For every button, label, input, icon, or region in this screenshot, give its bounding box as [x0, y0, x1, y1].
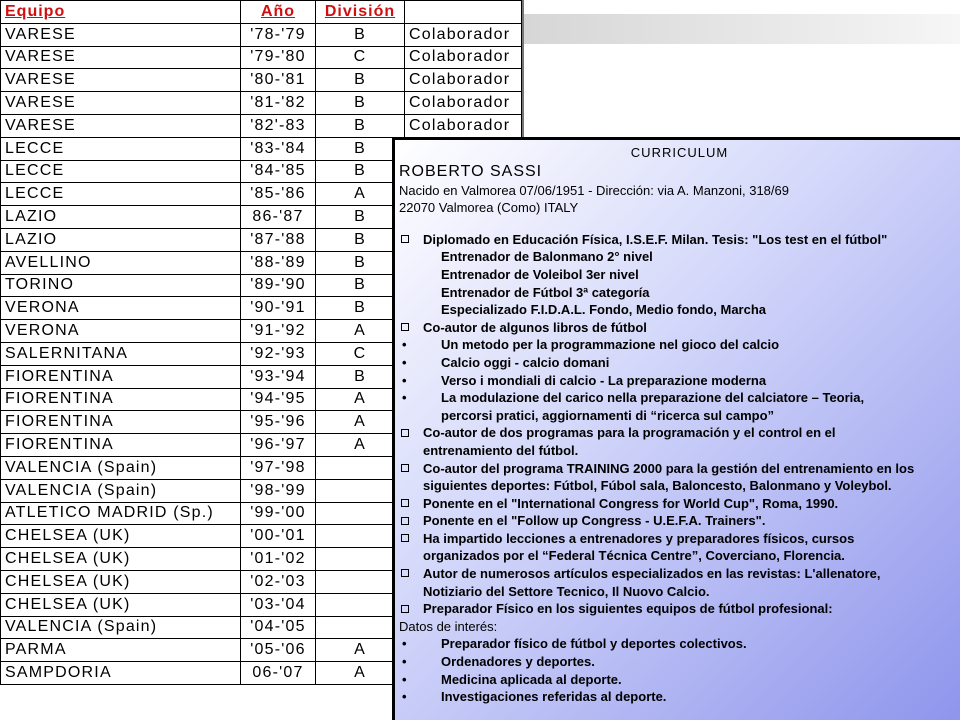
cell-year: '96-'97	[241, 434, 316, 457]
cv-line	[399, 512, 960, 530]
cell-year: '83-'84	[241, 137, 316, 160]
cv-line-text: Entrenador de Fútbol 3ª categoría	[441, 284, 650, 300]
cell-year: '92-'93	[241, 342, 316, 365]
title-bar-decoration	[522, 14, 960, 44]
cv-line	[399, 495, 960, 513]
cell-year: '02-'03	[241, 570, 316, 593]
cell-team: VALENCIA (Spain)	[1, 479, 241, 502]
cell-team: LECCE	[1, 183, 241, 206]
square-bullet-icon	[401, 424, 409, 442]
cell-year: '88-'89	[241, 251, 316, 274]
cv-line	[399, 336, 960, 354]
cell-division: B	[316, 297, 405, 320]
cv-spacer	[399, 217, 960, 231]
cell-division: B	[316, 92, 405, 115]
header-year: Año	[241, 1, 316, 24]
cv-line-text: percorsi pratici, aggiornamenti di “ricerca sul campo”	[441, 407, 775, 423]
cv-birth-address: Nacido en Valmorea 07/06/1951 - Dirección: via A. Manzoni, 318/69	[399, 182, 789, 198]
table-row	[1, 23, 522, 46]
cell-year: 86-'87	[241, 206, 316, 229]
cell-role: Colaborador	[405, 114, 522, 137]
cv-line	[399, 565, 960, 583]
cv-line-text: Autor de numerosos artículos especializados en las revistas: L'allenatore,	[423, 566, 881, 582]
cell-team: VERONA	[1, 320, 241, 343]
cv-line-text: Especializado F.I.D.A.L. Fondo, Medio fondo, Marcha	[441, 302, 767, 318]
round-bullet-icon: •	[402, 671, 407, 687]
cell-team: LECCE	[1, 160, 241, 183]
table-header-row	[1, 1, 522, 24]
cell-team: TORINO	[1, 274, 241, 297]
cell-division: B	[316, 114, 405, 137]
square-bullet-icon	[401, 319, 409, 337]
cell-division: B	[316, 206, 405, 229]
cv-line	[399, 442, 960, 460]
cell-year: '89-'90	[241, 274, 316, 297]
cell-division: B	[316, 160, 405, 183]
cv-line-text: Preparador Físico en los siguientes equipos de fútbol profesional:	[423, 601, 833, 617]
square-bullet-icon	[401, 231, 409, 249]
cell-year: '99-'00	[241, 502, 316, 525]
cell-division: A	[316, 662, 405, 685]
cv-line	[399, 424, 960, 442]
cell-team: VARESE	[1, 114, 241, 137]
cell-team: CHELSEA (UK)	[1, 525, 241, 548]
cell-division: A	[316, 434, 405, 457]
round-bullet-icon: •	[402, 337, 407, 353]
cell-team: SAMPDORIA	[1, 662, 241, 685]
cv-line	[399, 688, 960, 706]
cell-team: LAZIO	[1, 228, 241, 251]
cell-team: VARESE	[1, 46, 241, 69]
header-team: Equipo	[1, 1, 241, 24]
cv-city: 22070 Valmorea (Como) ITALY	[399, 200, 579, 216]
cell-team: LAZIO	[1, 206, 241, 229]
table-row	[1, 69, 522, 92]
cv-line-text: Preparador físico de fútbol y deportes colectivos.	[441, 636, 747, 652]
curriculum-panel	[392, 137, 960, 720]
cell-year: '93-'94	[241, 365, 316, 388]
round-bullet-icon: •	[402, 354, 407, 370]
cell-role: Colaborador	[405, 23, 522, 46]
cell-team: VALENCIA (Spain)	[1, 456, 241, 479]
table-row	[1, 92, 522, 115]
cell-role: Colaborador	[405, 46, 522, 69]
cell-team: FIORENTINA	[1, 388, 241, 411]
cell-year: '78-'79	[241, 23, 316, 46]
cv-line-text: Verso i mondiali di calcio - La preparazione moderna	[441, 372, 767, 388]
cell-year: '81-'82	[241, 92, 316, 115]
cell-year: '87-'88	[241, 228, 316, 251]
cv-line	[399, 231, 960, 249]
cell-year: '94-'95	[241, 388, 316, 411]
cv-line	[399, 407, 960, 425]
cv-line-text: Notiziario del Settore Tecnico, Il Nuovo Calcio.	[423, 583, 710, 599]
cv-line	[399, 389, 960, 407]
cell-division: C	[316, 342, 405, 365]
cv-line-text: Ordenadores y deportes.	[441, 654, 595, 670]
cv-name: ROBERTO SASSI	[399, 162, 543, 180]
cell-year: '82'-83	[241, 114, 316, 137]
round-bullet-icon: •	[402, 654, 407, 670]
cv-line	[399, 583, 960, 601]
cell-year: '00-'01	[241, 525, 316, 548]
cv-line	[399, 372, 960, 390]
cv-line	[399, 635, 960, 653]
cell-division: A	[316, 320, 405, 343]
cell-year: '90-'91	[241, 297, 316, 320]
square-bullet-icon	[401, 512, 409, 530]
cell-year: '01-'02	[241, 548, 316, 571]
cv-line-text: Ha impartido lecciones a entrenadores y preparadores físicos, cursos	[423, 530, 855, 546]
cell-division: B	[316, 69, 405, 92]
cell-division: B	[316, 274, 405, 297]
square-bullet-icon	[401, 565, 409, 583]
cell-year: '04-'05	[241, 616, 316, 639]
cv-line	[399, 530, 960, 548]
cell-year: '91-'92	[241, 320, 316, 343]
cell-year: '85-'86	[241, 183, 316, 206]
cv-line-text: Co-autor de algunos libros de fútbol	[423, 319, 647, 335]
cv-line-text: Medicina aplicada al deporte.	[441, 671, 622, 687]
cell-division: C	[316, 46, 405, 69]
cv-line-text: Calcio oggi - calcio domani	[441, 354, 610, 370]
cv-lines	[399, 231, 960, 706]
cell-year: '03-'04	[241, 593, 316, 616]
round-bullet-icon: •	[402, 636, 407, 652]
cell-year: '79-'80	[241, 46, 316, 69]
cv-line-text: organizados por el “Federal Técnica Centre”, Coverciano, Florencia.	[423, 548, 845, 564]
cv-line-text: Datos de interés:	[399, 618, 498, 634]
cell-role: Colaborador	[405, 92, 522, 115]
cv-line-text: Co-autor del programa TRAINING 2000 para la gestión del entrenamiento en los	[423, 460, 915, 476]
cell-division: B	[316, 23, 405, 46]
cv-line	[399, 600, 960, 618]
cell-year: '95-'96	[241, 411, 316, 434]
cell-team: CHELSEA (UK)	[1, 548, 241, 571]
cv-line	[399, 460, 960, 478]
cell-team: VARESE	[1, 92, 241, 115]
cv-line-text: Diplomado en Educación Física, I.S.E.F. Milan. Tesis: "Los test en el fútbol"	[423, 231, 888, 247]
cv-line	[399, 354, 960, 372]
cell-division: A	[316, 388, 405, 411]
round-bullet-icon: •	[402, 390, 407, 406]
cell-team: VERONA	[1, 297, 241, 320]
cell-team: FIORENTINA	[1, 365, 241, 388]
cv-line	[399, 284, 960, 302]
cell-division: A	[316, 639, 405, 662]
cv-line	[399, 547, 960, 565]
square-bullet-icon	[401, 460, 409, 478]
cell-year: '97-'98	[241, 456, 316, 479]
square-bullet-icon	[401, 495, 409, 513]
cell-team: AVELLINO	[1, 251, 241, 274]
square-bullet-icon	[401, 530, 409, 548]
cell-team: CHELSEA (UK)	[1, 593, 241, 616]
cell-division: B	[316, 137, 405, 160]
cell-team: PARMA	[1, 639, 241, 662]
header-division: División	[316, 1, 405, 24]
cv-line-text: entrenamiento del fútbol.	[423, 442, 579, 458]
square-bullet-icon	[401, 600, 409, 618]
cv-line	[399, 653, 960, 671]
cell-division: A	[316, 411, 405, 434]
cell-team: CHELSEA (UK)	[1, 570, 241, 593]
cv-line-text: Un metodo per la programmazione nel gioco del calcio	[441, 337, 780, 353]
cv-line	[399, 266, 960, 284]
cell-team: FIORENTINA	[1, 434, 241, 457]
cell-year: '05-'06	[241, 639, 316, 662]
cv-line-text: Investigaciones referidas al deporte.	[441, 689, 667, 705]
cv-line-text: Entrenador de Balonmano 2° nivel	[441, 249, 653, 265]
cell-team: SALERNITANA	[1, 342, 241, 365]
cv-line	[399, 248, 960, 266]
cell-year: 06-'07	[241, 662, 316, 685]
cell-team: ATLETICO MADRID (Sp.)	[1, 502, 241, 525]
cv-line	[399, 477, 960, 495]
cv-line	[399, 301, 960, 319]
cv-title: CURRICULUM	[630, 145, 729, 160]
cell-team: VALENCIA (Spain)	[1, 616, 241, 639]
cell-division: B	[316, 365, 405, 388]
cell-team: FIORENTINA	[1, 411, 241, 434]
round-bullet-icon: •	[402, 372, 407, 388]
cv-line-text: Ponente en el "Follow up Congress - U.E.F.A. Trainers".	[423, 513, 766, 529]
cell-role: Colaborador	[405, 69, 522, 92]
header-role	[405, 1, 522, 24]
cell-team: VARESE	[1, 69, 241, 92]
cell-year: '98-'99	[241, 479, 316, 502]
cv-line-text: siguientes deportes: Fútbol, Fúbol sala, Baloncesto, Balonmano y Voleybol.	[423, 478, 892, 494]
cell-team: VARESE	[1, 23, 241, 46]
cell-division: B	[316, 228, 405, 251]
cv-line-text: La modulazione del carico nella preparazione del calciatore – Teoria,	[441, 390, 865, 406]
cell-division: B	[316, 251, 405, 274]
table-row	[1, 114, 522, 137]
cv-line	[399, 671, 960, 689]
cell-year: '84-'85	[241, 160, 316, 183]
cell-division: A	[316, 183, 405, 206]
cv-line	[399, 319, 960, 337]
cell-team: LECCE	[1, 137, 241, 160]
cv-line-text: Ponente en el "International Congress for World Cup", Roma, 1990.	[423, 495, 839, 511]
cv-line-text: Entrenador de Voleibol 3er nivel	[441, 266, 639, 282]
table-row	[1, 46, 522, 69]
cv-line-text: Co-autor de dos programas para la programación y el control en el	[423, 425, 836, 441]
cell-year: '80-'81	[241, 69, 316, 92]
round-bullet-icon: •	[402, 689, 407, 705]
cv-line	[399, 618, 960, 636]
